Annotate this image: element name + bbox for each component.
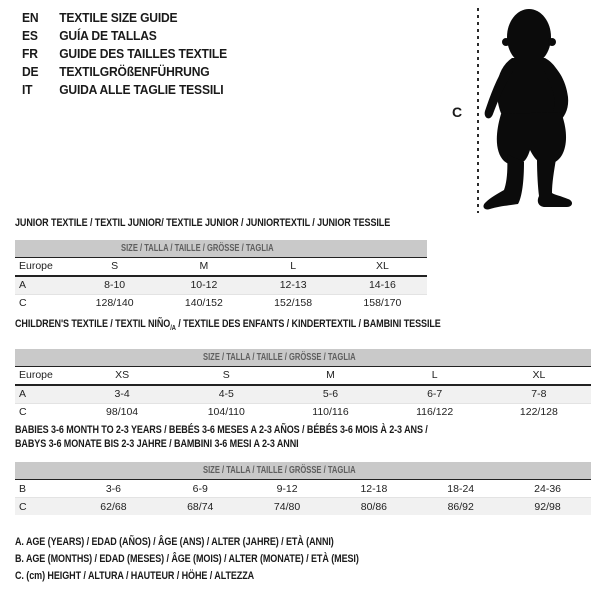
legend-note-line: B. AGE (MONTHS) / EDAD (MESES) / ÂGE (MOIS) / ALTER (MONATE) / ETÀ (MESI) [15,553,359,565]
baby-leg-left [483,154,524,209]
section-title-line [15,217,391,231]
baby-head [507,9,551,65]
language-code: EN [22,10,39,25]
table-cell: XS [70,366,174,385]
language-label: GUÍA DE TALLAS [59,28,157,43]
table-row [15,480,591,498]
table-cell: 152/158 [274,297,313,309]
size-header-bar-label: SIZE / TALLA / TAILLE / GRÖSSE / TAGLIA [120,242,274,254]
table-cell: XL [487,366,591,385]
legend-notes [15,534,434,585]
section-babies [15,424,591,515]
table-cell: 7-8 [487,385,591,404]
table-cell: 12-13 [249,276,338,295]
section-title [15,217,427,231]
table-cell: 4-5 [174,385,278,404]
title-segment: BABYS 3-6 MONATE BIS 2-3 JAHRE / BAMBINI 3-6 MESI A 2-3 ANNI [15,437,299,450]
size-table [15,462,591,515]
language-label: TEXTILGRÖßENFÜHRUNG [59,64,210,79]
size-header-bar-label: SIZE / TALLA / TAILLE / GRÖSSE / TAGLIA [202,351,356,363]
table-cell: 128/140 [95,297,134,309]
table-cell: 104/110 [207,406,245,419]
title-segment: CHILDREN'S TEXTILE / TEXTIL NIÑO [15,318,171,330]
size-header-bar [15,240,427,258]
table-cell: 8-10 [70,276,159,295]
row-label: C [15,498,70,516]
table-cell: 3-6 [70,480,157,498]
table-cell: M [278,366,382,385]
row-label: A [15,385,70,404]
row-label: C [19,297,27,309]
section-title [15,424,591,451]
size-header-bar [15,349,591,367]
table-cell: 62/68 [70,498,157,516]
title-segment: / TEXTILE DES ENFANTS / KINDERTEXTIL / BAMBINI TESSILE [175,318,441,330]
table-cell: 116/122 [416,406,454,419]
row-label: Europe [15,257,70,276]
language-code: IT [22,82,33,97]
language-row [22,45,227,63]
table-cell: 74/80 [244,498,331,516]
table-cell: L [249,257,338,276]
size-table [15,349,591,421]
baby-leg-right [537,159,572,207]
table-cell: M [159,257,248,276]
title-segment: JUNIOR TEXTILE / TEXTIL JUNIOR/ TEXTILE JUNIOR / JUNIORTEXTIL / JUNIOR TESSILE [15,217,391,229]
size-header-bar-cell [15,349,591,367]
language-row [22,63,227,81]
legend-note-line: A. AGE (YEARS) / EDAD (AÑOS) / ÂGE (ANS) / ALTER (JAHRE) / ETÀ (ANNI) [15,536,334,548]
table-cell: 6-9 [157,480,244,498]
table-cell: 18-24 [417,480,504,498]
baby-silhouette-icon [482,4,590,212]
row-label: C [19,406,27,419]
language-row [22,81,227,99]
table-cell: XL [338,257,427,276]
language-code: FR [22,46,38,61]
table-cell: 12-18 [330,480,417,498]
row-label: A [15,276,70,295]
table-cell: S [174,366,278,385]
row-label: Europe [15,366,70,385]
table-cell: 110/116 [312,406,349,419]
height-measure-label: C [452,104,463,120]
table-cell: 122/128 [519,406,558,419]
table-row [15,294,427,312]
table-cell: 92/98 [504,498,591,516]
table-cell: 86/92 [417,498,504,516]
size-header-bar-cell [15,462,591,480]
language-code: ES [22,28,38,43]
table-cell: 5-6 [278,385,382,404]
table-row [15,276,427,295]
title-segment: BABIES 3-6 MONTH TO 2-3 YEARS / BEBÉS 3-6 MESES A 2-3 AÑOS / BÉBÉS 3-6 MOIS À 2-3 ANS / [15,424,428,436]
table-row [15,403,591,421]
table-cell: 140/152 [184,297,223,309]
baby-ear-right [548,38,556,46]
language-list [22,9,227,99]
table-cell: 24-36 [504,480,591,498]
language-code: DE [22,64,39,79]
language-label: GUIDE DES TAILLES TEXTILE [59,46,227,61]
section-title [15,318,591,336]
table-cell: 14-16 [338,276,427,295]
language-label: GUIDA ALLE TAGLIE TESSILI [59,82,224,97]
legend-note-line: C. (cm) HEIGHT / ALTURA / HAUTEUR / HÖHE / ALTEZZA [15,570,255,582]
size-header-bar-cell [15,240,427,258]
language-label: TEXTILE SIZE GUIDE [59,10,178,25]
section-children [15,318,591,421]
table-cell: 68/74 [157,498,244,516]
baby-ear-left [502,38,510,46]
table-cell: 80/86 [330,498,417,516]
table-cell: 6-7 [383,385,487,404]
table-cell: 10-12 [159,276,248,295]
table-cell: 98/104 [106,406,139,419]
title-segment: /A [170,325,176,333]
section-title-line [15,318,487,336]
size-table-header-row [15,257,427,276]
section-junior [15,217,427,312]
language-row [22,27,227,45]
section-title-line [15,424,487,438]
table-cell: 9-12 [244,480,331,498]
size-header-bar-label: SIZE / TALLA / TAILLE / GRÖSSE / TAGLIA [202,465,356,476]
language-row [22,9,227,27]
table-cell: 158/170 [363,297,402,309]
height-measure-dotted-line [477,8,479,213]
row-label: B [15,480,70,498]
size-table-header-row [15,366,591,385]
section-title-line [15,438,487,452]
table-cell: S [70,257,159,276]
table-cell: 3-4 [70,385,174,404]
table-row [15,498,591,516]
table-row [15,385,591,404]
table-cell: L [383,366,487,385]
size-header-bar [15,462,591,480]
size-table [15,240,427,312]
